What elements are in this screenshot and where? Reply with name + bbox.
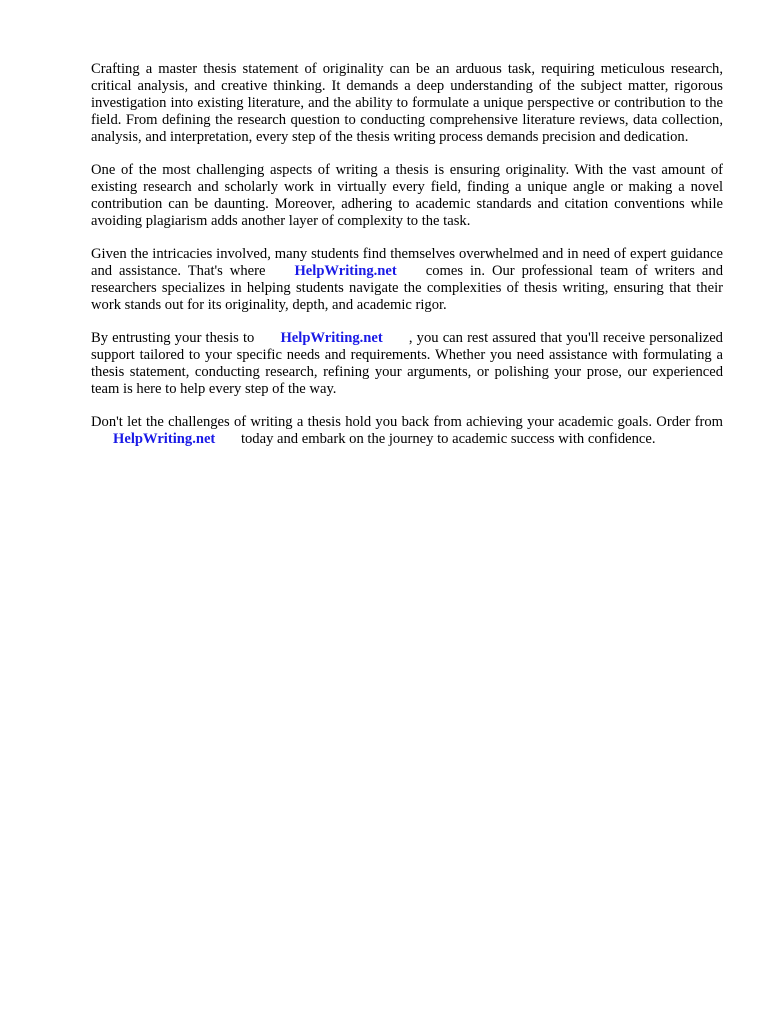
paragraph-entrusting-after: , you can rest assured that you'll receive personalized support tailored to your specific needs and requirements. Whether you need assistance with formulating a thesis statement, conducting research, refining your arguments, or polishing your prose, our experienced team is here to help every step of the way. — [91, 330, 723, 397]
paragraph-intro-text: Crafting a master thesis statement of originality can be an arduous task, requiring meticulous research, critical analysis, and creative thinking. It demands a deep understanding of the subject matter, rigorous investigation into existing literature, and the ability to formulate a unique perspective or contribution to the field. From defining the research question to conducting comprehensive literature reviews, data collection, analysis, and interpretation, every step of the thesis writing process demands precision and dedication. — [91, 61, 723, 145]
helpwriting-link[interactable]: HelpWriting.net — [280, 330, 383, 346]
paragraph-order-after: today and embark on the journey to academic success with confidence. — [240, 431, 656, 447]
paragraph-originality — [91, 162, 723, 230]
paragraph-entrusting — [91, 330, 723, 398]
paragraph-originality-text: One of the most challenging aspects of writing a thesis is ensuring originality. With the vast amount of existing research and scholarly work in virtually every field, finding a unique angle or making a novel contribution can be daunting. Moreover, adhering to academic standards and citation conventions while avoiding plagiarism adds another layer of complexity to the task. — [91, 162, 723, 229]
paragraph-entrusting-before: By entrusting your thesis to — [91, 330, 255, 346]
paragraph-assistance — [91, 246, 723, 314]
document-body — [91, 61, 723, 464]
helpwriting-link[interactable]: HelpWriting.net — [113, 431, 216, 447]
paragraph-intro — [91, 61, 723, 146]
paragraph-assistance-before: Given the intricacies involved, many students find themselves overwhelmed and in need of expert guidance and assistance. That's where — [91, 246, 723, 279]
paragraph-assistance-after: comes in. Our professional team of writers and researchers specializes in helping students navigate the complexities of thesis writing, ensuring that their work stands out for its originality, depth, and academic rigor. — [91, 263, 723, 313]
paragraph-order — [91, 414, 723, 448]
paragraph-order-before: Don't let the challenges of writing a thesis hold you back from achieving your academic goals. Order from — [91, 414, 723, 430]
helpwriting-link[interactable]: HelpWriting.net — [294, 263, 397, 279]
